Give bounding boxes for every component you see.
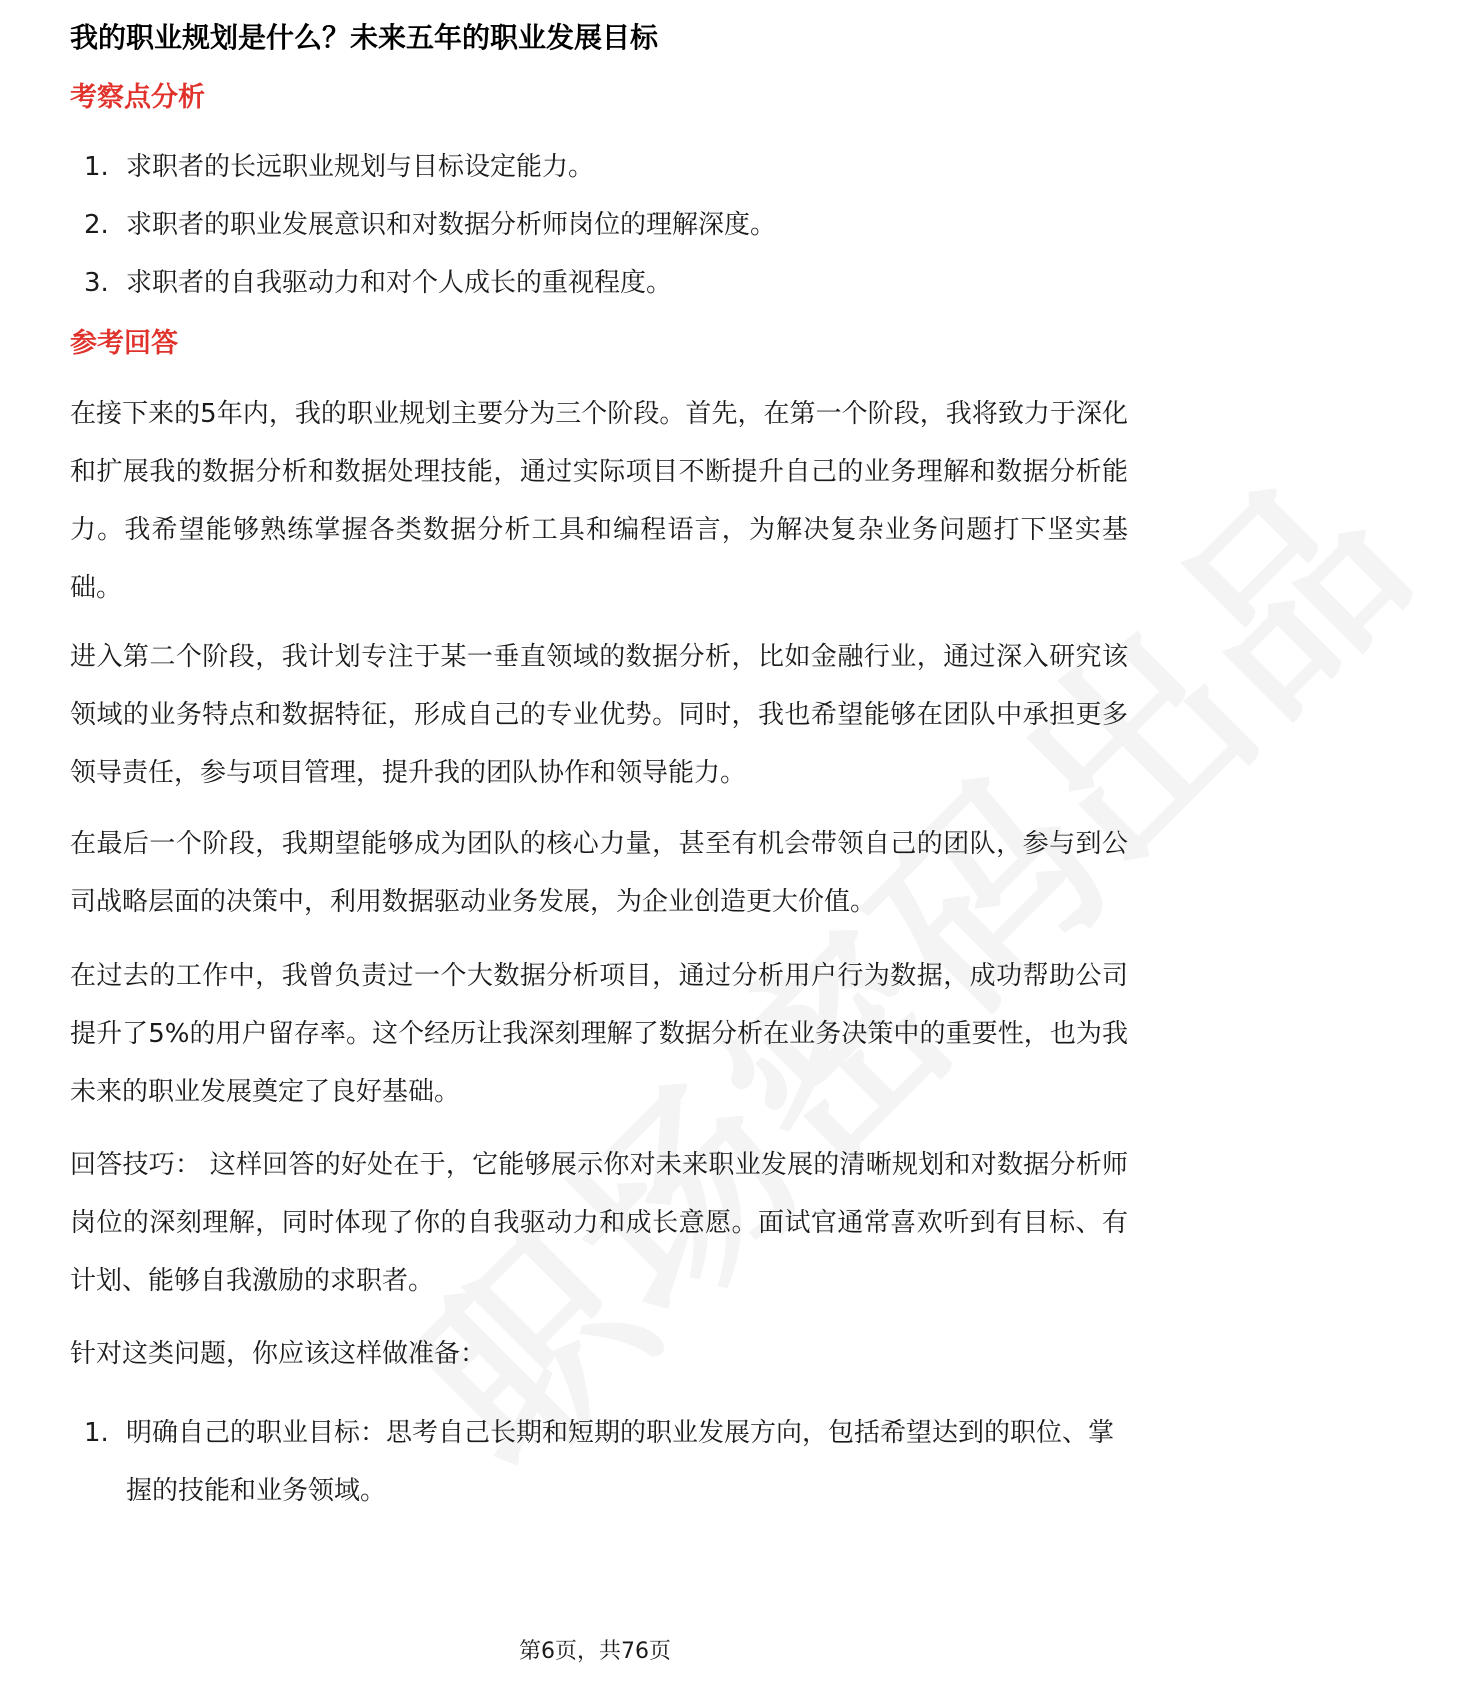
list-item	[70, 254, 1130, 312]
answer-paragraph: 在接下来的5年内，我的职业规划主要分为三个阶段。首先，在第一个阶段，我将致力于深化和扩展我的数据分析和数据处理技能，通过实际项目不断提升自己的业务理解和数据分析能力。我希望能够熟练掌握各类数据分析工具和编程语言，为解决复杂业务问题打下坚实基础。	[70, 399, 1128, 603]
section-heading-analysis: 考察点分析	[70, 82, 205, 113]
list-text: 明确自己的职业目标：思考自己长期和短期的职业发展方向，包括希望达到的职位、掌握的技能和业务领域。	[126, 1418, 1115, 1506]
list-number: 1.	[84, 152, 109, 182]
list-number: 3.	[84, 268, 109, 298]
cut-off-title-text: 我的职业规划是什么？未来五年的职业发展目标	[70, 21, 659, 54]
list-text: 求职者的长远职业规划与目标设定能力。	[126, 152, 595, 182]
list-number: 1.	[84, 1418, 109, 1448]
cut-off-title	[70, 21, 690, 60]
page-footer: 第6页，共76页	[519, 1639, 671, 1664]
answer-paragraph: 在过去的工作中，我曾负责过一个大数据分析项目，通过分析用户行为数据，成功帮助公司提升了5%的用户留存率。这个经历让我深刻理解了数据分析在业务决策中的重要性，也为我未来的职业发展奠定了良好基础。	[70, 961, 1128, 1107]
analysis-list	[70, 138, 1130, 312]
answer-paragraph: 在最后一个阶段，我期望能够成为团队的核心力量，甚至有机会带领自己的团队，参与到公司战略层面的决策中，利用数据驱动业务发展，为企业创造更大价值。	[70, 829, 1128, 917]
list-item	[70, 138, 1130, 196]
section-heading-answer: 参考回答	[70, 328, 178, 359]
prep-intro: 针对这类问题，你应该这样做准备：	[70, 1339, 487, 1369]
prep-list	[70, 1404, 1130, 1520]
tips-paragraph: 回答技巧： 这样回答的好处在于，它能够展示你对未来职业发展的清晰规划和对数据分析师岗位的深刻理解，同时体现了你的自我驱动力和成长意愿。面试官通常喜欢听到有目标、有计划、能够自我激励的求职者。	[70, 1150, 1128, 1296]
list-item	[70, 196, 1130, 254]
list-text: 求职者的职业发展意识和对数据分析师岗位的理解深度。	[126, 210, 777, 240]
list-number: 2.	[84, 210, 109, 240]
list-text: 求职者的自我驱动力和对个人成长的重视程度。	[126, 268, 673, 298]
answer-paragraph: 进入第二个阶段，我计划专注于某一垂直领域的数据分析，比如金融行业，通过深入研究该领域的业务特点和数据特征，形成自己的专业优势。同时，我也希望能够在团队中承担更多领导责任，参与项目管理，提升我的团队协作和领导能力。	[70, 642, 1128, 788]
list-item	[70, 1404, 1130, 1520]
